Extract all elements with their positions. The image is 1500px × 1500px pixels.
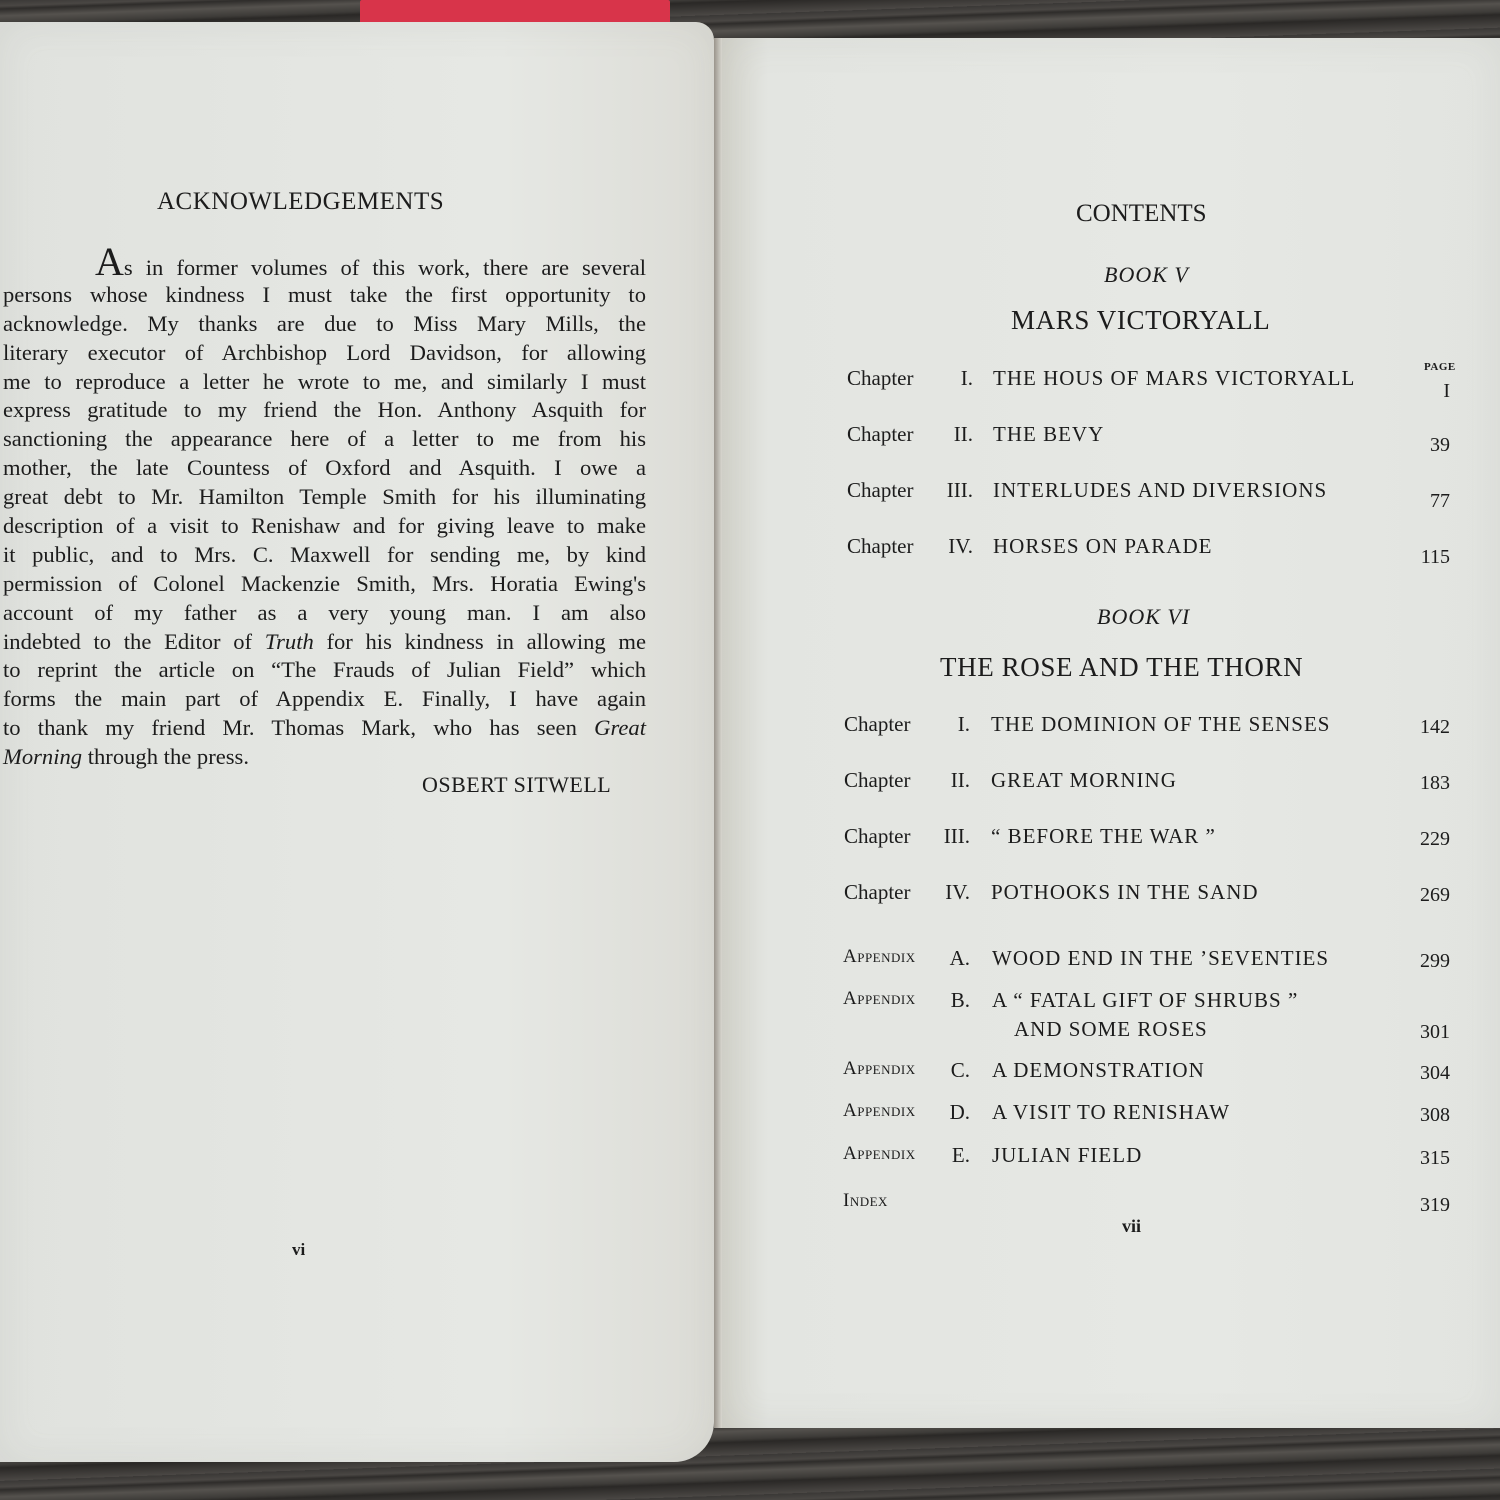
italic-title: Morning	[3, 744, 83, 770]
acknowledgements-body	[3, 239, 646, 772]
entry-kind: Chapter	[844, 880, 911, 904]
text-line: As in former volumes of this work, there are several	[95, 239, 646, 284]
page-number-left: vi	[292, 1240, 306, 1259]
acknowledgements-heading: ACKNOWLEDGEMENTS	[157, 188, 445, 215]
toc-entry[interactable]	[0, 824, 1500, 854]
text-line: Morning through the press.	[3, 744, 249, 770]
entry-title: HORSES ON PARADE	[993, 534, 1213, 558]
text-line: great debt to Mr. Hamilton Temple Smith for his illuminating	[3, 484, 646, 510]
entry-number: I.	[957, 712, 970, 736]
toc-entry[interactable]	[0, 712, 1500, 742]
entry-page: 301	[1420, 1021, 1450, 1043]
entry-page: 304	[1420, 1062, 1450, 1084]
toc-entry[interactable]	[0, 768, 1500, 798]
entry-page: 39	[1430, 434, 1450, 456]
text-line: sanctioning the appearance here of a letter to me from his	[3, 426, 646, 452]
entry-kind: Chapter	[847, 478, 914, 502]
text-line: acknowledge. My thanks are due to Miss Mary Mills, the	[3, 310, 646, 336]
entry-number: II.	[953, 422, 973, 446]
text-line: account of my father as a very young man. I am also	[3, 599, 646, 625]
entry-kind: Chapter	[844, 712, 911, 736]
text-line: persons whose kindness I must take the first opportunity to	[3, 281, 646, 307]
entry-page: 308	[1420, 1104, 1450, 1126]
entry-title: GREAT MORNING	[991, 768, 1177, 792]
entry-number: III.	[943, 824, 970, 848]
entry-number: IV.	[948, 534, 973, 558]
text-line: mother, the late Countess of Oxford and Asquith. I owe a	[3, 455, 646, 481]
entry-number: C.	[950, 1058, 970, 1082]
entry-kind: Chapter	[847, 422, 914, 446]
entry-number: II.	[950, 768, 970, 792]
book-label: BOOK V	[1104, 262, 1189, 287]
toc-entry[interactable]	[0, 1143, 1500, 1173]
text-line: indebted to the Editor of Truth for his kindness in allowing me	[3, 628, 646, 654]
entry-kind: Chapter	[844, 768, 911, 792]
entry-kind: Chapter	[847, 366, 914, 390]
entry-kind: Appendix	[843, 946, 916, 967]
entry-page: 77	[1430, 490, 1450, 512]
text-line: express gratitude to my friend the Hon. Anthony Asquith for	[3, 397, 646, 423]
entry-title: THE DOMINION OF THE SENSES	[991, 712, 1331, 736]
toc-entry[interactable]	[0, 1058, 1500, 1088]
toc-entry[interactable]	[0, 880, 1500, 910]
entry-number: B.	[950, 988, 970, 1012]
contents-heading: CONTENTS	[1076, 200, 1207, 227]
entry-title: JULIAN FIELD	[992, 1143, 1143, 1167]
entry-title: A “ FATAL GIFT OF SHRUBS ”	[992, 988, 1299, 1012]
italic-title: Truth	[264, 628, 314, 654]
page-column-label: PAGE	[1424, 361, 1456, 373]
text-line: it public, and to Mrs. C. Maxwell for sending me, by kind	[3, 541, 646, 567]
entry-number: A.	[949, 946, 970, 970]
entry-title-line2: AND SOME ROSES	[1014, 1017, 1208, 1041]
entry-title: WOOD END IN THE ’SEVENTIES	[992, 946, 1330, 970]
entry-title: A VISIT TO RENISHAW	[992, 1100, 1231, 1124]
entry-kind: Appendix	[843, 1058, 916, 1079]
book-title: MARS VICTORYALL	[1011, 305, 1271, 335]
entry-page: I	[1443, 380, 1450, 402]
entry-page: 115	[1420, 546, 1450, 568]
entry-kind: Chapter	[844, 824, 911, 848]
text-line: to thank my friend Mr. Thomas Mark, who has seen Great	[3, 715, 646, 741]
entry-page: 183	[1420, 772, 1450, 794]
entry-page: 229	[1420, 828, 1450, 850]
entry-title: THE HOUS OF MARS VICTORYALL	[993, 366, 1356, 390]
entry-kind: Appendix	[843, 1143, 916, 1164]
entry-number: E.	[951, 1143, 970, 1167]
page-number-right: vii	[1122, 1216, 1142, 1236]
italic-title: Great	[594, 715, 646, 741]
entry-page: 299	[1420, 950, 1450, 972]
book-label: BOOK VI	[1097, 604, 1191, 629]
entry-number: I.	[960, 366, 973, 390]
entry-page: 319	[1420, 1194, 1450, 1216]
drop-cap: A	[95, 239, 124, 284]
entry-page: 142	[1420, 716, 1450, 738]
entry-page: 315	[1420, 1147, 1450, 1169]
entry-number: IV.	[945, 880, 970, 904]
toc-entry[interactable]	[0, 1100, 1500, 1130]
text-line: forms the main part of Appendix E. Finally, I have again	[3, 686, 646, 712]
text-line: to reprint the article on “The Frauds of Julian Field” which	[3, 657, 646, 683]
entry-number: D.	[949, 1100, 970, 1124]
author-signature: OSBERT SITWELL	[422, 772, 612, 797]
entry-kind: Index	[843, 1190, 888, 1211]
toc-entry[interactable]	[0, 946, 1500, 976]
text-line: permission of Colonel Mackenzie Smith, Mrs. Horatia Ewing's	[3, 570, 646, 596]
entry-title: “ BEFORE THE WAR ”	[991, 824, 1216, 848]
text-line: me to reproduce a letter he wrote to me, and similarly I must	[3, 368, 646, 394]
text-line: description of a visit to Renishaw and for giving leave to make	[3, 513, 646, 539]
toc-entry[interactable]	[0, 1190, 1500, 1220]
entry-title: POTHOOKS IN THE SAND	[991, 880, 1259, 904]
toc-entry[interactable]	[0, 422, 1500, 456]
toc-entry[interactable]	[0, 988, 1500, 1043]
entry-title: A DEMONSTRATION	[992, 1058, 1205, 1082]
entry-page: 269	[1420, 884, 1450, 906]
toc-entry[interactable]	[0, 478, 1500, 512]
text-line: literary executor of Archbishop Lord Davidson, for allowing	[3, 339, 646, 365]
book-title: THE ROSE AND THE THORN	[940, 652, 1304, 682]
entry-kind: Chapter	[847, 534, 914, 558]
entry-title: THE BEVY	[993, 422, 1105, 446]
toc-entry[interactable]	[0, 366, 1500, 402]
entry-kind: Appendix	[843, 988, 916, 1009]
entry-number: III.	[946, 478, 973, 502]
toc-entry[interactable]	[0, 534, 1500, 568]
entry-title: INTERLUDES AND DIVERSIONS	[993, 478, 1328, 502]
entry-kind: Appendix	[843, 1100, 916, 1121]
